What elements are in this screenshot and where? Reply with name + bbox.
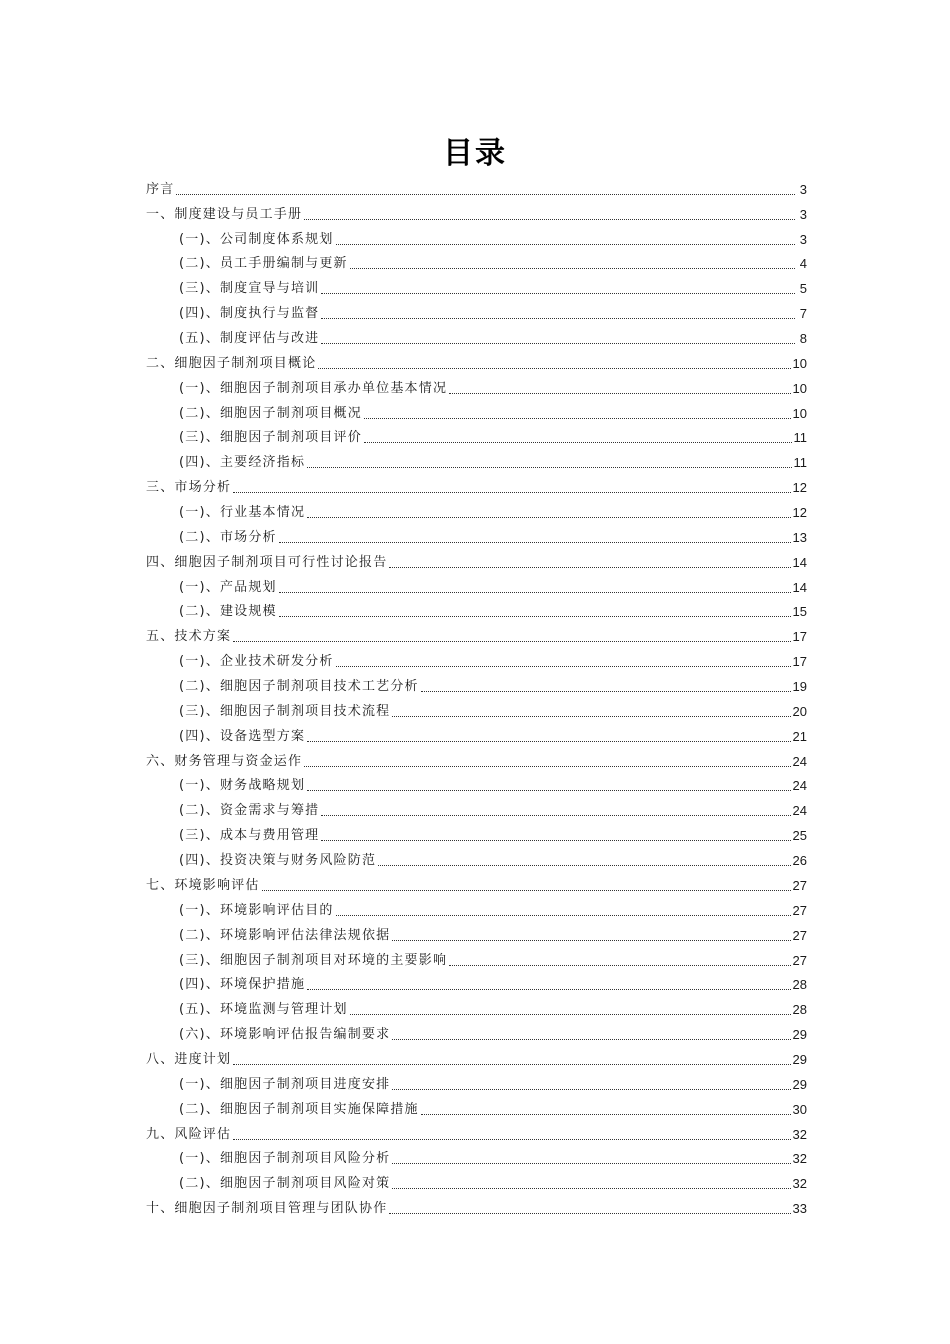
toc-entry-label: (一)、环境影响评估目的	[179, 902, 334, 918]
toc-subentry[interactable]	[146, 970, 807, 995]
dot-leader	[336, 915, 791, 916]
dot-leader	[350, 268, 795, 269]
toc-page-number: 27	[792, 952, 807, 968]
toc-page-number: 11	[793, 455, 807, 471]
dot-leader	[421, 691, 791, 692]
toc-subentry[interactable]	[146, 273, 807, 298]
toc-entry-label: 五、技术方案	[146, 629, 232, 645]
dot-leader	[321, 293, 795, 294]
toc-page-number: 10	[792, 355, 807, 371]
toc-page-number: 12	[792, 480, 807, 496]
toc-subentry[interactable]	[146, 771, 807, 796]
toc-page-number: 25	[792, 828, 807, 844]
toc-subentry[interactable]	[146, 895, 807, 920]
toc-subentry[interactable]	[146, 323, 807, 348]
dot-leader	[321, 815, 790, 816]
toc-entry[interactable]	[146, 621, 807, 646]
dot-leader	[307, 790, 790, 791]
toc-page-number: 14	[792, 579, 807, 595]
toc-entry-label: (三)、细胞因子制剂项目对环境的主要影响	[179, 952, 448, 968]
dot-leader	[449, 965, 790, 966]
dot-leader	[307, 741, 790, 742]
toc-page-number: 32	[792, 1151, 807, 1167]
toc-entry-label: (三)、制度宣导与培训	[179, 281, 320, 297]
toc-entry-label: (一)、产品规划	[179, 579, 277, 595]
dot-leader	[318, 368, 790, 369]
toc-entry-label: (二)、建设规模	[179, 604, 277, 620]
toc-subentry[interactable]	[146, 945, 807, 970]
toc-subentry[interactable]	[146, 597, 807, 622]
toc-page-number: 12	[792, 505, 807, 521]
toc-page-number: 7	[799, 306, 807, 322]
dot-leader	[304, 219, 795, 220]
toc-page-number: 17	[792, 629, 807, 645]
toc-page-number: 17	[792, 654, 807, 670]
toc-entry-label: 十、细胞因子制剂项目管理与团队协作	[146, 1201, 388, 1217]
toc-subentry[interactable]	[146, 994, 807, 1019]
dot-leader	[336, 666, 791, 667]
toc-entry-label: (四)、制度执行与监督	[179, 306, 320, 322]
toc-entry-label: (四)、设备选型方案	[179, 728, 306, 744]
toc-page-number: 10	[792, 380, 807, 396]
toc-entry-label: 七、环境影响评估	[146, 877, 260, 893]
toc-page-number: 27	[792, 927, 807, 943]
toc-entry-label: (五)、制度评估与改进	[179, 331, 320, 347]
dot-leader	[307, 989, 790, 990]
dot-leader	[350, 1014, 791, 1015]
toc-entry-label: (四)、投资决策与财务风险防范	[179, 853, 377, 869]
toc-entry-label: (一)、细胞因子制剂项目进度安排	[179, 1076, 391, 1092]
dot-leader	[279, 592, 791, 593]
toc-subentry[interactable]	[146, 920, 807, 945]
toc-entry-label: 三、市场分析	[146, 480, 232, 496]
page-title: 目录	[443, 136, 507, 171]
toc-entry-label: (三)、细胞因子制剂项目评价	[179, 430, 362, 446]
toc-page-number: 30	[792, 1101, 807, 1117]
dot-leader	[233, 641, 790, 642]
toc-entry-label: (五)、环境监测与管理计划	[179, 1002, 348, 1018]
dot-leader	[262, 890, 791, 891]
toc-entry-label: (一)、企业技术研发分析	[179, 654, 334, 670]
toc-page-number: 24	[792, 778, 807, 794]
toc-entry-label: (二)、细胞因子制剂项目概况	[179, 405, 362, 421]
toc-entry-label: (一)、行业基本情况	[179, 505, 306, 521]
toc-entry[interactable]	[146, 870, 807, 895]
toc-entry-label: (四)、环境保护措施	[179, 977, 306, 993]
dot-leader	[336, 244, 795, 245]
toc-subentry[interactable]	[146, 447, 807, 472]
dot-leader	[279, 542, 791, 543]
toc-entry-label: 一、制度建设与员工手册	[146, 206, 303, 222]
dot-leader	[364, 442, 792, 443]
dot-leader	[449, 393, 790, 394]
toc-page-number: 33	[792, 1201, 807, 1217]
dot-leader	[321, 318, 795, 319]
toc-entry[interactable]	[146, 472, 807, 497]
toc-page-number: 28	[792, 1002, 807, 1018]
toc-entry-label: (二)、细胞因子制剂项目技术工艺分析	[179, 679, 419, 695]
toc-entry[interactable]	[146, 199, 807, 224]
toc-subentry[interactable]	[146, 373, 807, 398]
toc-entry[interactable]	[146, 348, 807, 373]
toc-page-number: 8	[799, 331, 807, 347]
toc-entry[interactable]	[146, 174, 807, 199]
toc-page-number: 29	[792, 1076, 807, 1092]
dot-leader	[233, 492, 790, 493]
toc-page-number: 11	[793, 430, 807, 446]
table-of-contents	[146, 174, 807, 1218]
toc-entry-label: 四、细胞因子制剂项目可行性讨论报告	[146, 554, 388, 570]
toc-page-number: 3	[799, 206, 807, 222]
toc-page-number: 21	[792, 728, 807, 744]
dot-leader	[321, 343, 795, 344]
toc-entry-label: 九、风险评估	[146, 1126, 232, 1142]
toc-subentry[interactable]	[146, 224, 807, 249]
toc-page-number: 15	[792, 604, 807, 620]
toc-entry-label: (三)、细胞因子制剂项目技术流程	[179, 703, 391, 719]
toc-subentry[interactable]	[146, 572, 807, 597]
dot-leader	[392, 716, 790, 717]
dot-leader	[392, 1089, 790, 1090]
toc-entry-label: (一)、细胞因子制剂项目风险分析	[179, 1151, 391, 1167]
dot-leader	[233, 1064, 790, 1065]
toc-entry-label: (三)、成本与费用管理	[179, 828, 320, 844]
toc-subentry[interactable]	[146, 1168, 807, 1193]
dot-leader	[421, 1114, 791, 1115]
toc-entry[interactable]	[146, 746, 807, 771]
toc-page-number: 27	[792, 877, 807, 893]
toc-page-number: 14	[792, 554, 807, 570]
dot-leader	[321, 840, 790, 841]
toc-page-number: 3	[799, 181, 807, 197]
toc-subentry[interactable]	[146, 845, 807, 870]
dot-leader	[392, 1188, 790, 1189]
dot-leader	[364, 418, 791, 419]
toc-entry-label: (二)、资金需求与筹措	[179, 803, 320, 819]
toc-subentry[interactable]	[146, 1069, 807, 1094]
toc-subentry[interactable]	[146, 522, 807, 547]
toc-entry-label: 六、财务管理与资金运作	[146, 753, 303, 769]
dot-leader	[279, 616, 791, 617]
toc-subentry[interactable]	[146, 795, 807, 820]
toc-page-number: 27	[792, 902, 807, 918]
toc-entry-label: (二)、细胞因子制剂项目实施保障措施	[179, 1101, 419, 1117]
toc-entry-label: 八、进度计划	[146, 1051, 232, 1067]
dot-leader	[392, 940, 790, 941]
toc-subentry[interactable]	[146, 721, 807, 746]
toc-entry-label: (一)、财务战略规划	[179, 778, 306, 794]
dot-leader	[176, 194, 795, 195]
toc-page-number: 32	[792, 1126, 807, 1142]
toc-page-number: 3	[799, 231, 807, 247]
toc-subentry[interactable]	[146, 249, 807, 274]
toc-page-number: 24	[792, 803, 807, 819]
dot-leader	[389, 567, 790, 568]
toc-entry-label: (二)、员工手册编制与更新	[179, 256, 348, 272]
toc-entry-label: 二、细胞因子制剂项目概论	[146, 355, 317, 371]
toc-entry-label: 序言	[146, 181, 175, 197]
toc-page-number: 19	[792, 679, 807, 695]
toc-page-number: 24	[792, 753, 807, 769]
toc-page-number: 4	[799, 256, 807, 272]
toc-subentry[interactable]	[146, 1094, 807, 1119]
toc-entry-label: (一)、细胞因子制剂项目承办单位基本情况	[179, 380, 448, 396]
toc-subentry[interactable]	[146, 820, 807, 845]
toc-entry-label: (二)、市场分析	[179, 529, 277, 545]
toc-page-number: 28	[792, 977, 807, 993]
toc-page-number: 29	[792, 1027, 807, 1043]
dot-leader	[307, 467, 791, 468]
dot-leader	[378, 865, 790, 866]
toc-subentry[interactable]	[146, 1144, 807, 1169]
toc-entry-label: (二)、环境影响评估法律法规依据	[179, 927, 391, 943]
dot-leader	[307, 517, 790, 518]
toc-page-number: 13	[792, 529, 807, 545]
toc-subentry[interactable]	[146, 696, 807, 721]
toc-entry[interactable]	[146, 1193, 807, 1218]
toc-page-number: 5	[799, 281, 807, 297]
toc-entry[interactable]	[146, 547, 807, 572]
toc-subentry[interactable]	[146, 398, 807, 423]
toc-entry[interactable]	[146, 1044, 807, 1069]
toc-entry[interactable]	[146, 1119, 807, 1144]
toc-page-number: 26	[792, 853, 807, 869]
toc-subentry[interactable]	[146, 1019, 807, 1044]
dot-leader	[304, 766, 790, 767]
toc-subentry[interactable]	[146, 671, 807, 696]
toc-entry-label: (四)、主要经济指标	[179, 455, 306, 471]
toc-page-number: 20	[792, 703, 807, 719]
toc-subentry[interactable]	[146, 497, 807, 522]
dot-leader	[233, 1139, 790, 1140]
dot-leader	[392, 1039, 790, 1040]
toc-subentry[interactable]	[146, 298, 807, 323]
dot-leader	[389, 1213, 790, 1214]
toc-subentry[interactable]	[146, 646, 807, 671]
toc-page-number: 10	[792, 405, 807, 421]
toc-page-number: 32	[792, 1176, 807, 1192]
toc-subentry[interactable]	[146, 423, 807, 448]
toc-entry-label: (二)、细胞因子制剂项目风险对策	[179, 1176, 391, 1192]
toc-entry-label: (一)、公司制度体系规划	[179, 231, 334, 247]
dot-leader	[392, 1163, 790, 1164]
toc-page-number: 29	[792, 1051, 807, 1067]
toc-entry-label: (六)、环境影响评估报告编制要求	[179, 1027, 391, 1043]
